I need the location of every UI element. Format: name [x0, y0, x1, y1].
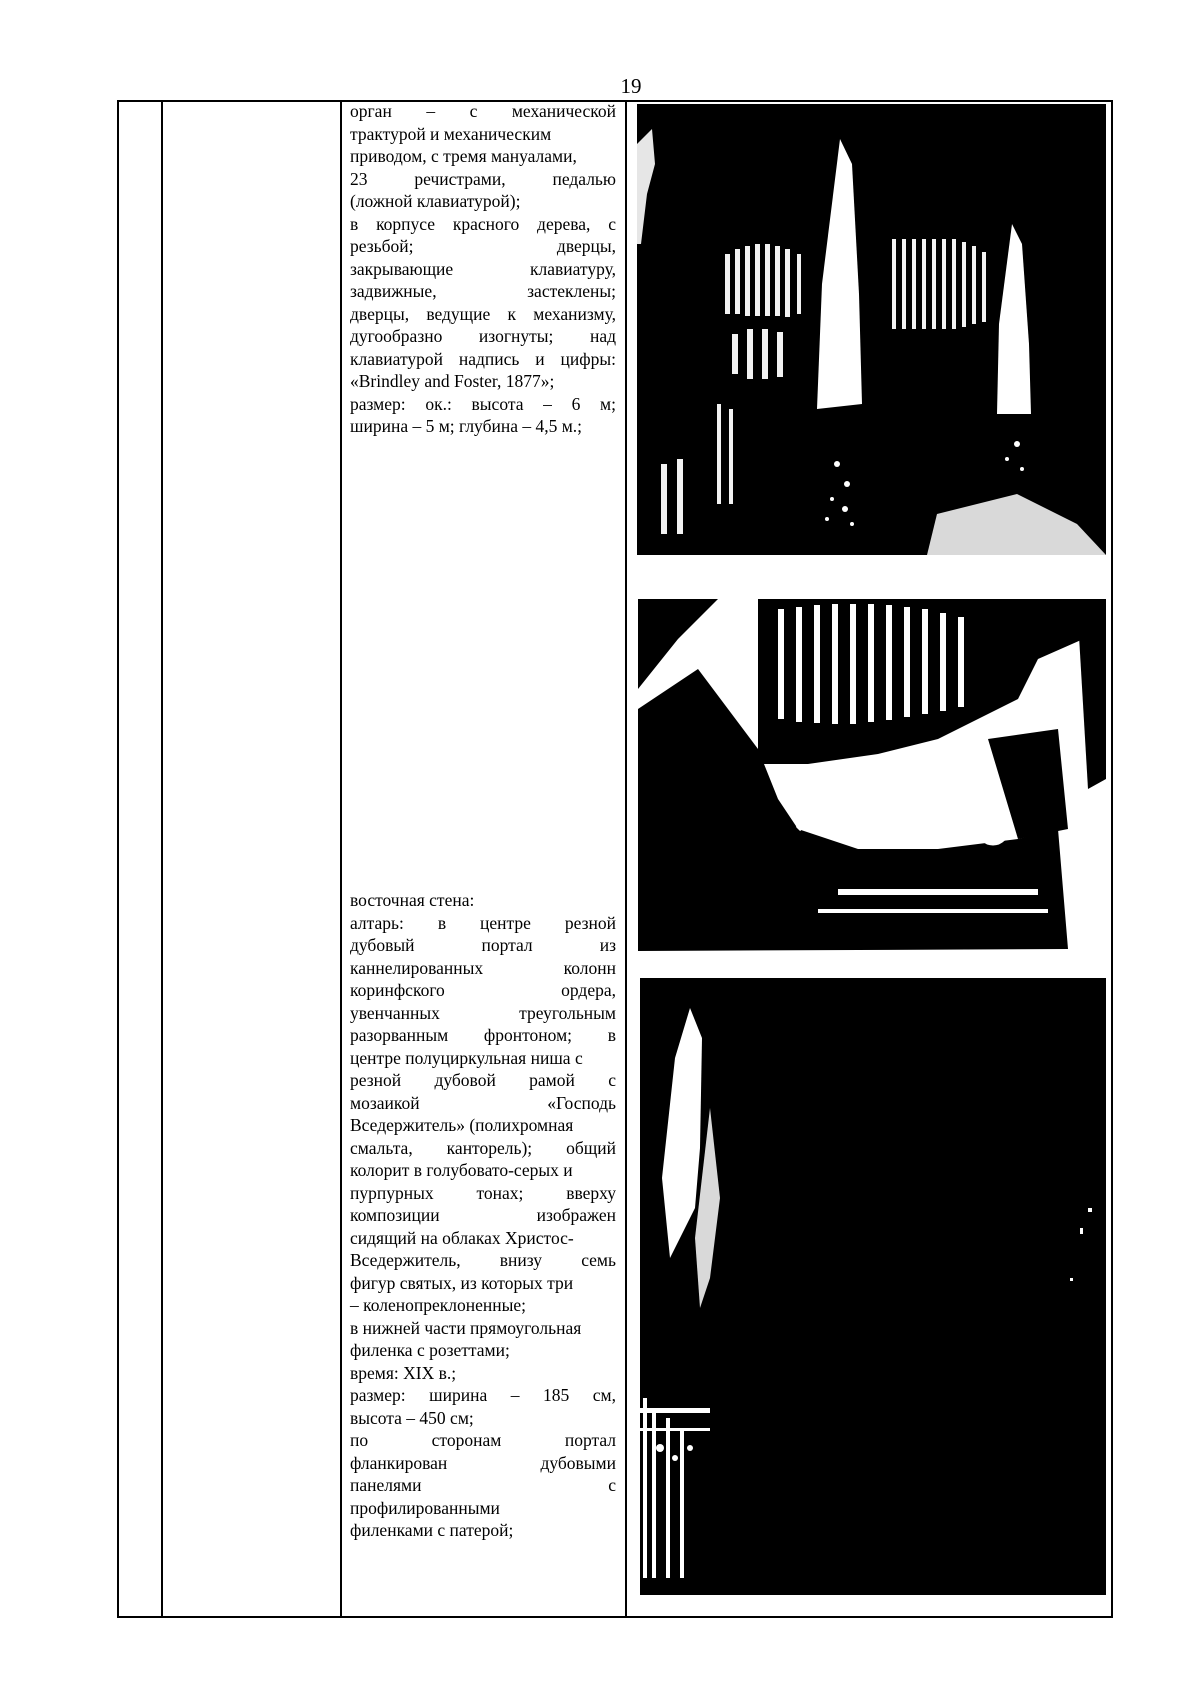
text-line: в корпусе красного дерева, с: [350, 213, 616, 234]
text-line: резьбой; дверцы,: [350, 236, 616, 256]
text-line: каннелированных колонн: [350, 957, 616, 978]
table-column-border: [625, 101, 627, 1618]
table-column-border: [1111, 101, 1113, 1618]
page-number: 19: [620, 74, 642, 98]
text-line: дверцы, ведущие к механизму,: [350, 303, 616, 324]
text-line: (ложной клавиатурой);: [350, 191, 521, 211]
text-line: приводом, с тремя мануалами,: [350, 146, 577, 166]
organ-pipes-photo: [638, 599, 1106, 951]
text-line: фигур святых, из которых три: [350, 1272, 574, 1293]
text-line: трактурой и механическим: [350, 123, 552, 144]
text-line: «Brindley and Foster, 1877»;: [350, 371, 555, 391]
text-line: панелями с: [350, 1475, 616, 1495]
text-line: восточная стена:: [350, 890, 475, 910]
text-line: задвижные, застеклены;: [350, 281, 616, 301]
text-line: дугообразно изогнуты; над: [350, 326, 616, 346]
table-bottom-border: [117, 1616, 1113, 1618]
text-line: филенка с розеттами;: [350, 1340, 510, 1360]
text-line: композиции изображен: [350, 1205, 616, 1225]
table-column-border: [161, 101, 163, 1618]
text-line: – коленопреклоненные;: [350, 1295, 526, 1315]
text-line: увенчанных треугольным: [350, 1002, 616, 1023]
text-line: центре полуциркульная ниша с: [350, 1047, 583, 1068]
text-line: орган – с механической: [350, 101, 616, 121]
text-line: размер: ширина – 185 см,: [350, 1385, 616, 1405]
organ-description: [350, 100, 616, 438]
text-line: дубовый портал из: [350, 935, 616, 955]
text-line: смальта, канторель); общий: [350, 1137, 616, 1158]
table-column-border: [340, 101, 342, 1618]
text-line: Вседержитель» (полихромная: [350, 1115, 574, 1135]
text-line: профилированными: [350, 1497, 500, 1518]
table-column-border: [117, 101, 119, 1618]
text-line: фланкирован дубовыми: [350, 1452, 616, 1473]
text-line: алтарь: в центре резной: [350, 912, 616, 933]
text-line: сидящий на облаках Христос-: [350, 1227, 574, 1248]
text-line: закрывающие клавиатуру,: [350, 258, 616, 279]
text-line: Вседержитель, внизу семь: [350, 1250, 616, 1270]
text-line: коринфского ордера,: [350, 980, 616, 1000]
text-line: резной дубовой рамой с: [350, 1070, 616, 1090]
organ-photo: [637, 104, 1106, 555]
text-line: мозаикой «Господь: [350, 1092, 616, 1113]
altar-portal-photo: [640, 978, 1106, 1595]
text-line: колорит в голубовато-серых и: [350, 1160, 573, 1180]
text-line: время: XIX в.;: [350, 1362, 457, 1383]
text-line: в нижней части прямоугольная: [350, 1317, 582, 1338]
altar-description: [350, 889, 616, 1542]
text-line: ширина – 5 м; глубина – 4,5 м.;: [350, 416, 583, 436]
text-line: разорванным фронтоном; в: [350, 1025, 616, 1045]
text-line: высота – 450 см;: [350, 1407, 474, 1428]
text-line: размер: ок.: высота – 6 м;: [350, 393, 616, 414]
text-line: филенками с патерой;: [350, 1520, 514, 1540]
text-line: пурпурных тонах; вверху: [350, 1182, 616, 1203]
text-line: клавиатурой надпись и цифры:: [350, 348, 616, 369]
text-line: по сторонам портал: [350, 1430, 616, 1450]
text-line: 23 речистрами, педалью: [350, 168, 616, 189]
